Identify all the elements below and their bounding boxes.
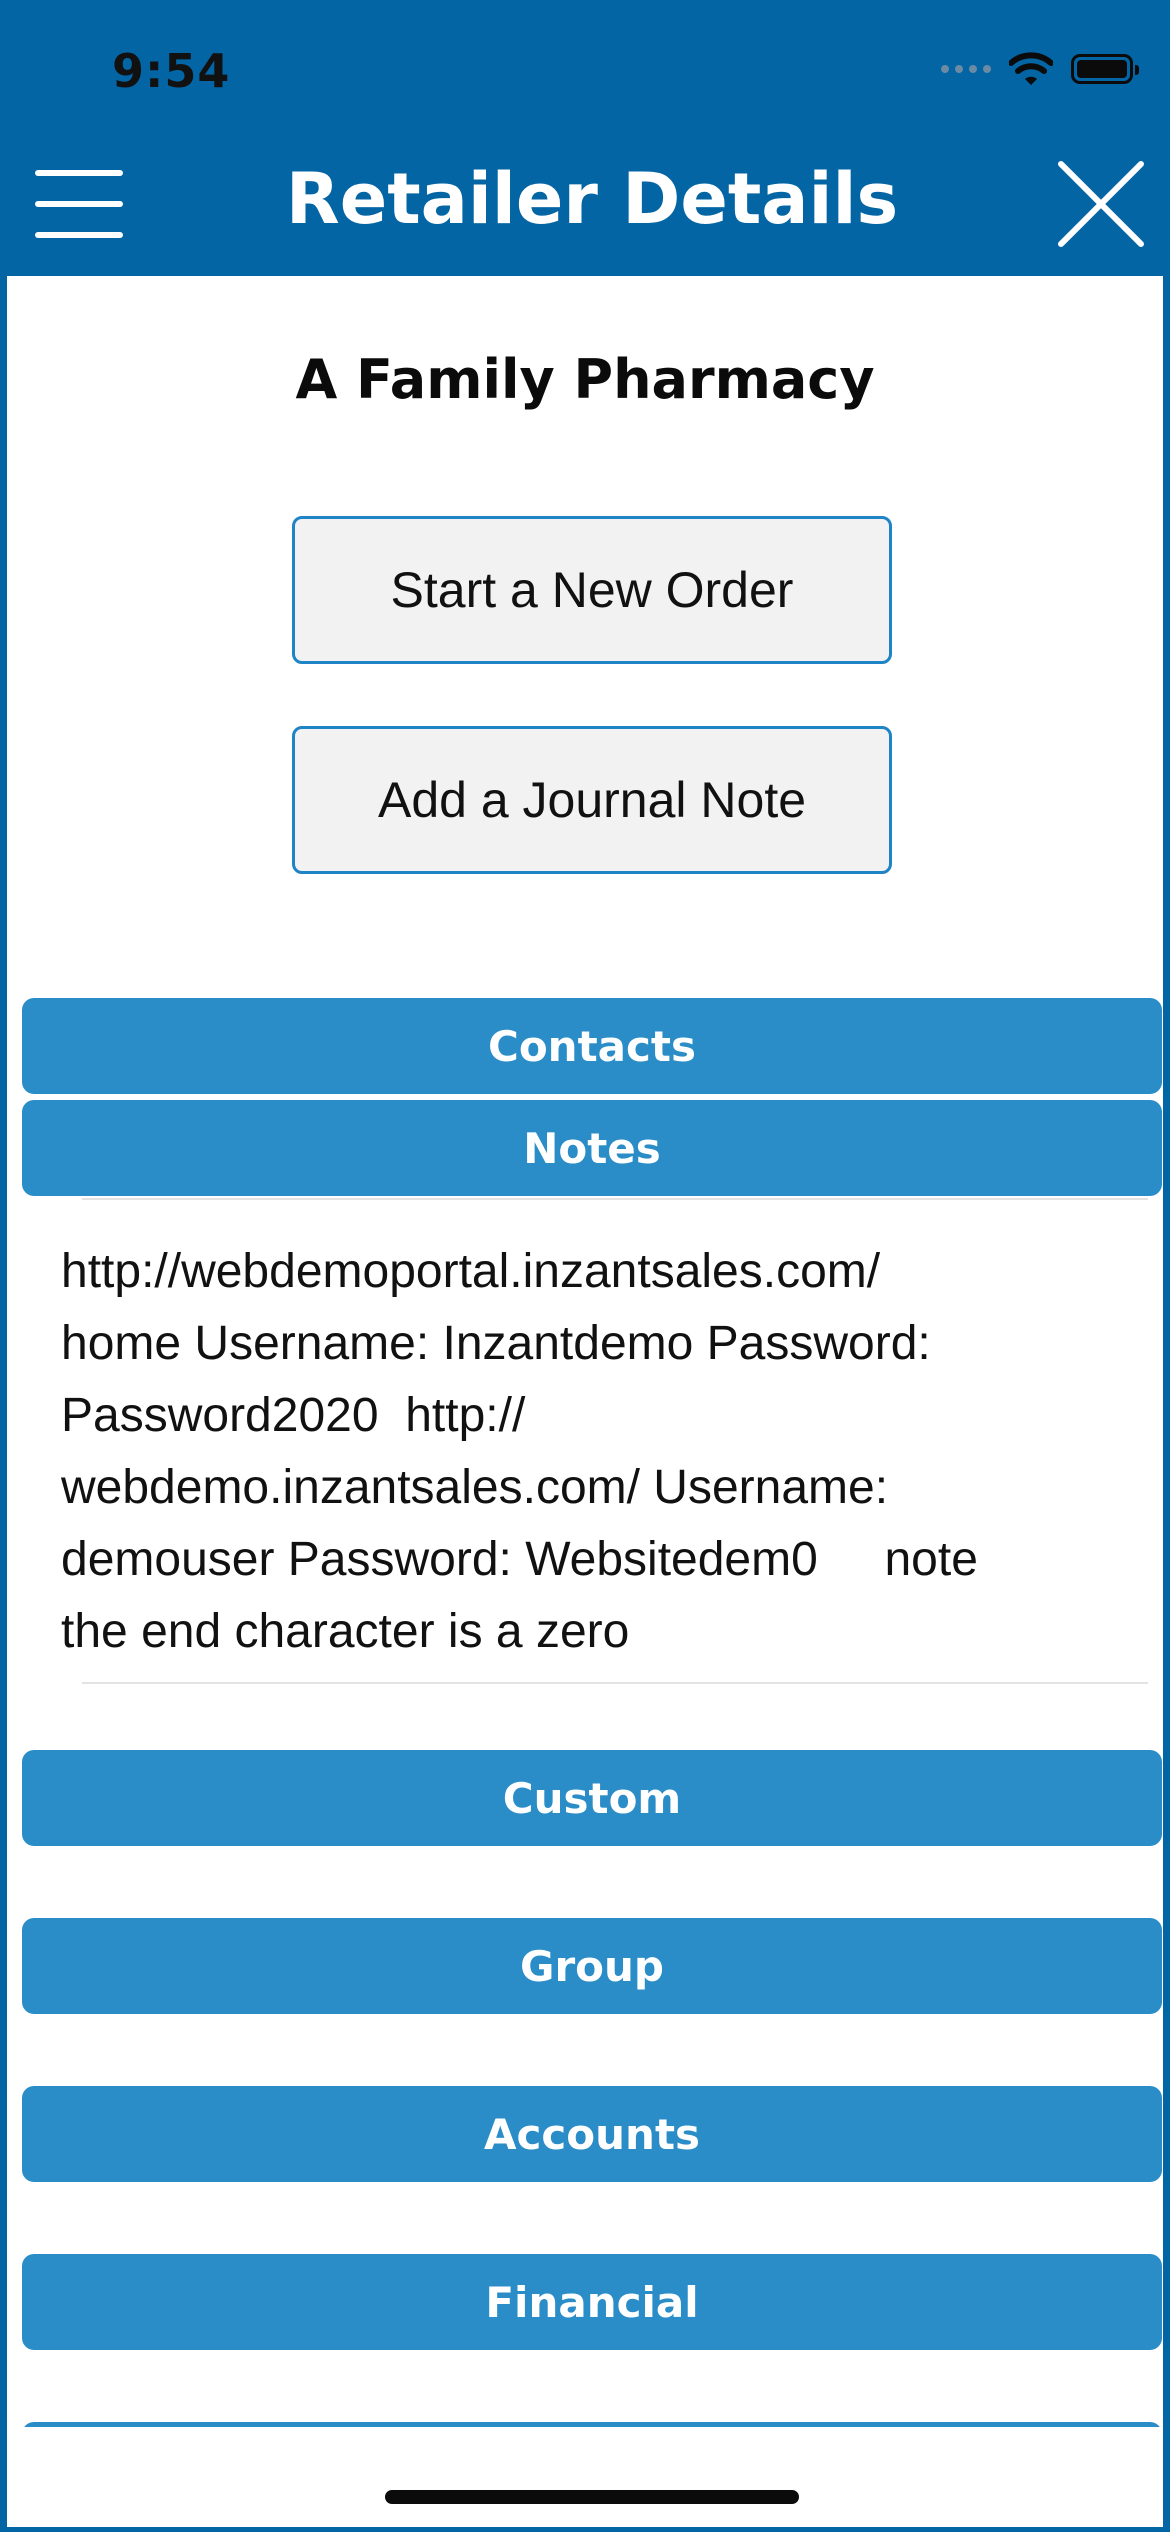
status-indicators bbox=[941, 52, 1133, 86]
notes-section-header[interactable]: Notes bbox=[22, 1100, 1162, 1196]
status-time: 9:54 bbox=[112, 44, 231, 98]
bottom-safe-area bbox=[7, 2427, 1163, 2527]
battery-icon bbox=[1071, 54, 1133, 84]
close-icon[interactable] bbox=[1055, 158, 1147, 250]
accounts-section-header[interactable]: Accounts bbox=[22, 2086, 1162, 2182]
page-title: Retailer Details bbox=[285, 158, 899, 240]
custom-section-header[interactable]: Custom bbox=[22, 1750, 1162, 1846]
start-new-order-button[interactable]: Start a New Order bbox=[292, 516, 892, 664]
home-indicator[interactable] bbox=[385, 2490, 799, 2504]
contacts-section-header[interactable]: Contacts bbox=[22, 998, 1162, 1094]
retailer-name: A Family Pharmacy bbox=[295, 348, 875, 411]
add-journal-note-button[interactable]: Add a Journal Note bbox=[292, 726, 892, 874]
header-bar bbox=[7, 0, 1170, 276]
notes-text: http://webdemoportal.inzantsales.com/ home Username: Inzantdemo Password: Password2020 http:// webdemo.inzantsales.com/ Username: demouser Password: Websitedem0 note the end character is a zero bbox=[61, 1245, 978, 1658]
wifi-icon bbox=[1009, 52, 1053, 86]
financial-section-header[interactable]: Financial bbox=[22, 2254, 1162, 2350]
group-section-header[interactable]: Group bbox=[22, 1918, 1162, 2014]
signal-icon bbox=[941, 65, 991, 73]
